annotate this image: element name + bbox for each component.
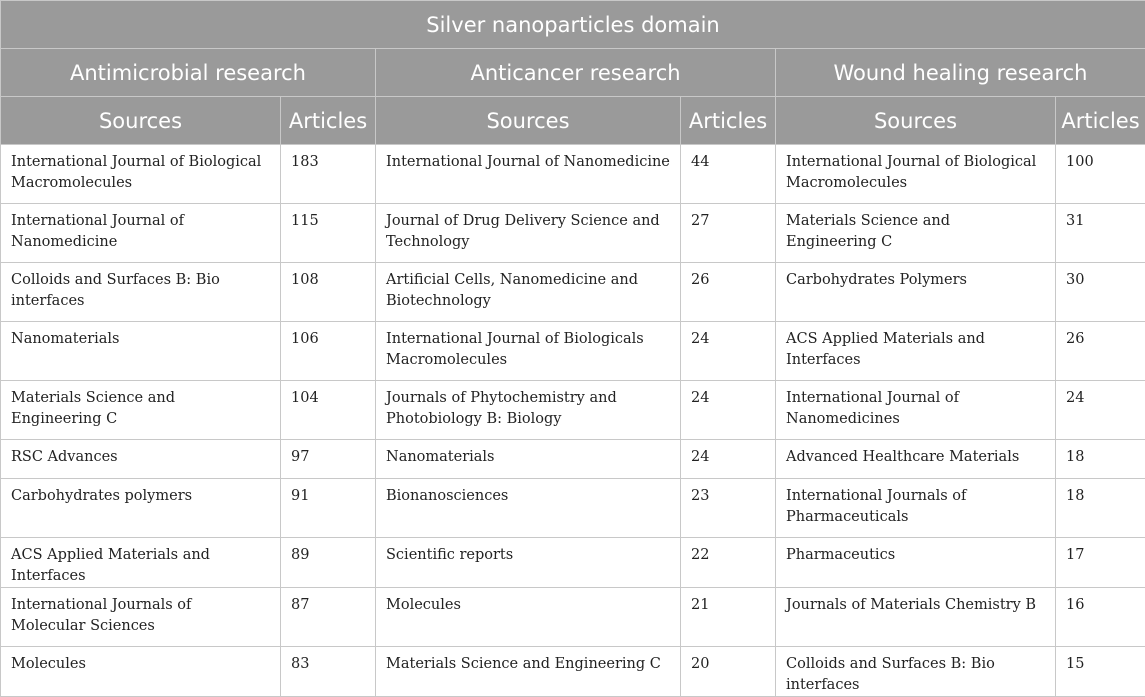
table-row — [1, 145, 1145, 204]
article-count-cell: 30 — [1056, 263, 1145, 322]
table-row — [1, 381, 1145, 440]
group-header-anticancer: Anticancer research — [376, 49, 776, 97]
article-count-cell: 20 — [681, 647, 776, 697]
group-header-wound-healing: Wound healing research — [776, 49, 1145, 97]
article-count-cell: 89 — [281, 538, 376, 588]
article-count-cell: 24 — [681, 322, 776, 381]
article-count-cell: 24 — [681, 440, 776, 479]
table-row — [1, 322, 1145, 381]
source-cell: Advanced Healthcare Materials — [776, 440, 1056, 479]
source-cell: International Journal of Nanomedicines — [776, 381, 1056, 440]
source-cell: Materials Science and Engineering C — [376, 647, 681, 697]
article-count-cell: 115 — [281, 204, 376, 263]
source-cell: Molecules — [376, 588, 681, 647]
article-count-cell: 26 — [681, 263, 776, 322]
table-row — [1, 204, 1145, 263]
article-count-cell: 21 — [681, 588, 776, 647]
column-header-sources: Sources — [376, 97, 681, 145]
article-count-cell: 16 — [1056, 588, 1145, 647]
article-count-cell: 108 — [281, 263, 376, 322]
source-cell: Journals of Phytochemistry and Photobiology B: Biology — [376, 381, 681, 440]
table-row — [1, 538, 1145, 588]
article-count-cell: 17 — [1056, 538, 1145, 588]
source-cell: International Journals of Pharmaceuticals — [776, 479, 1056, 538]
source-cell: International Journal of Nanomedicine — [376, 145, 681, 204]
column-header-sources: Sources — [776, 97, 1056, 145]
source-cell: Nanomaterials — [1, 322, 281, 381]
column-header-articles: Articles — [681, 97, 776, 145]
source-cell: International Journal of Biological Macromolecules — [776, 145, 1056, 204]
source-cell: Molecules — [1, 647, 281, 697]
article-count-cell: 15 — [1056, 647, 1145, 697]
table-row — [1, 479, 1145, 538]
article-count-cell: 22 — [681, 538, 776, 588]
article-count-cell: 100 — [1056, 145, 1145, 204]
column-header-articles: Articles — [1056, 97, 1145, 145]
source-cell: Journals of Materials Chemistry B — [776, 588, 1056, 647]
column-header-articles: Articles — [281, 97, 376, 145]
source-cell: International Journal of Nanomedicine — [1, 204, 281, 263]
table-row — [1, 647, 1145, 697]
source-cell: Carbohydrates Polymers — [776, 263, 1056, 322]
article-count-cell: 106 — [281, 322, 376, 381]
source-cell: International Journals of Molecular Sciences — [1, 588, 281, 647]
article-count-cell: 18 — [1056, 440, 1145, 479]
article-count-cell: 87 — [281, 588, 376, 647]
source-cell: RSC Advances — [1, 440, 281, 479]
source-cell: International Journal of Biologicals Macromolecules — [376, 322, 681, 381]
article-count-cell: 83 — [281, 647, 376, 697]
source-cell: ACS Applied Materials and Interfaces — [776, 322, 1056, 381]
article-count-cell: 31 — [1056, 204, 1145, 263]
source-cell: Bionanosciences — [376, 479, 681, 538]
article-count-cell: 97 — [281, 440, 376, 479]
column-header-sources: Sources — [1, 97, 281, 145]
article-count-cell: 183 — [281, 145, 376, 204]
article-count-cell: 44 — [681, 145, 776, 204]
source-cell: Pharmaceutics — [776, 538, 1056, 588]
source-cell: Colloids and Surfaces B: Bio interfaces — [776, 647, 1056, 697]
source-cell: Materials Science and Engineering C — [776, 204, 1056, 263]
article-count-cell: 26 — [1056, 322, 1145, 381]
table-title: Silver nanoparticles domain — [1, 1, 1145, 49]
source-cell: Materials Science and Engineering C — [1, 381, 281, 440]
article-count-cell: 18 — [1056, 479, 1145, 538]
article-count-cell: 104 — [281, 381, 376, 440]
source-cell: Artificial Cells, Nanomedicine and Biotechnology — [376, 263, 681, 322]
source-cell: International Journal of Biological Macromolecules — [1, 145, 281, 204]
source-cell: Colloids and Surfaces B: Bio interfaces — [1, 263, 281, 322]
table-row — [1, 263, 1145, 322]
article-count-cell: 91 — [281, 479, 376, 538]
group-header-antimicrobial: Antimicrobial research — [1, 49, 376, 97]
article-count-cell: 24 — [681, 381, 776, 440]
article-count-cell: 23 — [681, 479, 776, 538]
source-cell: ACS Applied Materials and Interfaces — [1, 538, 281, 588]
article-count-cell: 24 — [1056, 381, 1145, 440]
source-cell: Journal of Drug Delivery Science and Technology — [376, 204, 681, 263]
article-count-cell: 27 — [681, 204, 776, 263]
source-cell: Nanomaterials — [376, 440, 681, 479]
table-row — [1, 440, 1145, 479]
table-row — [1, 588, 1145, 647]
source-cell: Scientific reports — [376, 538, 681, 588]
source-cell: Carbohydrates polymers — [1, 479, 281, 538]
